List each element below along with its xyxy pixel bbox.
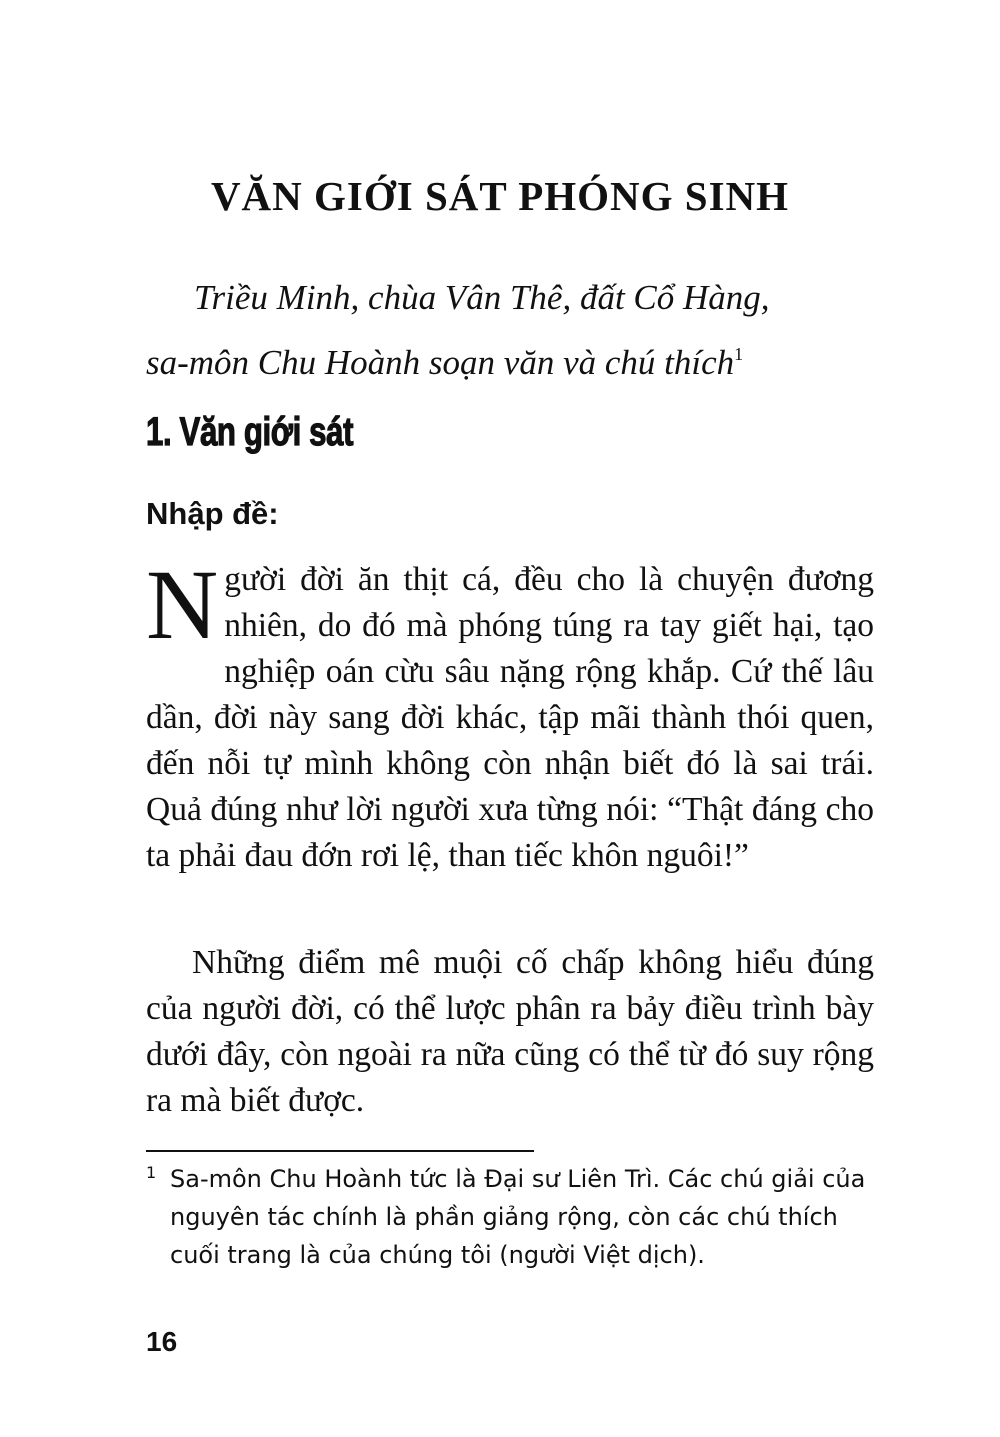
footnote-divider bbox=[146, 1150, 534, 1152]
drop-cap: N bbox=[146, 549, 219, 660]
byline-line-1: Triều Minh, chùa Vân Thê, đất Cổ Hàng, bbox=[194, 278, 770, 317]
byline bbox=[146, 270, 874, 391]
footnote bbox=[146, 1160, 886, 1274]
byline-line-2 bbox=[146, 326, 874, 391]
paragraph-2: Những điểm mê muội cố chấp không hiểu đúng của người đời, có thể lược phân ra bảy điều trình bày dưới đây, còn ngoài ra nữa cũng có thể từ đó suy rộng ra mà biết được. bbox=[146, 944, 874, 1119]
subheading: Nhập đề: bbox=[146, 496, 279, 531]
page-number: 16 bbox=[146, 1326, 178, 1357]
paragraph-1 bbox=[146, 549, 874, 879]
page-title: VĂN GIỚI SÁT PHÓNG SINH bbox=[210, 173, 790, 219]
byline-line-2-text: sa-môn Chu Hoành soạn văn và chú thích bbox=[146, 343, 735, 382]
section-heading: 1. Văn giới sát bbox=[146, 410, 354, 454]
footnote-mark: 1 bbox=[146, 1163, 157, 1182]
footnote-reference: 1 bbox=[734, 344, 744, 364]
paragraph-1-text: gười đời ăn thịt cá, đều cho là chuyện đương nhiên, do đó mà phóng túng ra tay giết hại, tạo nghiệp oán cừu sâu nặng rộng khắp. Cứ thế lâu dần, đời này sang đời khác, tập mãi thành thói quen, đến nỗi tự mình không còn nhận biết đó là sai trái. Quả đúng như lời người xưa từng nói: “Thật đáng cho ta phải đau đớn rơi lệ, than tiếc khôn nguôi!” bbox=[146, 561, 874, 874]
footnote-text: Sa-môn Chu Hoành tức là Đại sư Liên Trì. Các chú giải của nguyên tác chính là phần giảng rộng, còn các chú thích cuối trang là của chúng tôi (người Việt dịch). bbox=[170, 1165, 866, 1269]
